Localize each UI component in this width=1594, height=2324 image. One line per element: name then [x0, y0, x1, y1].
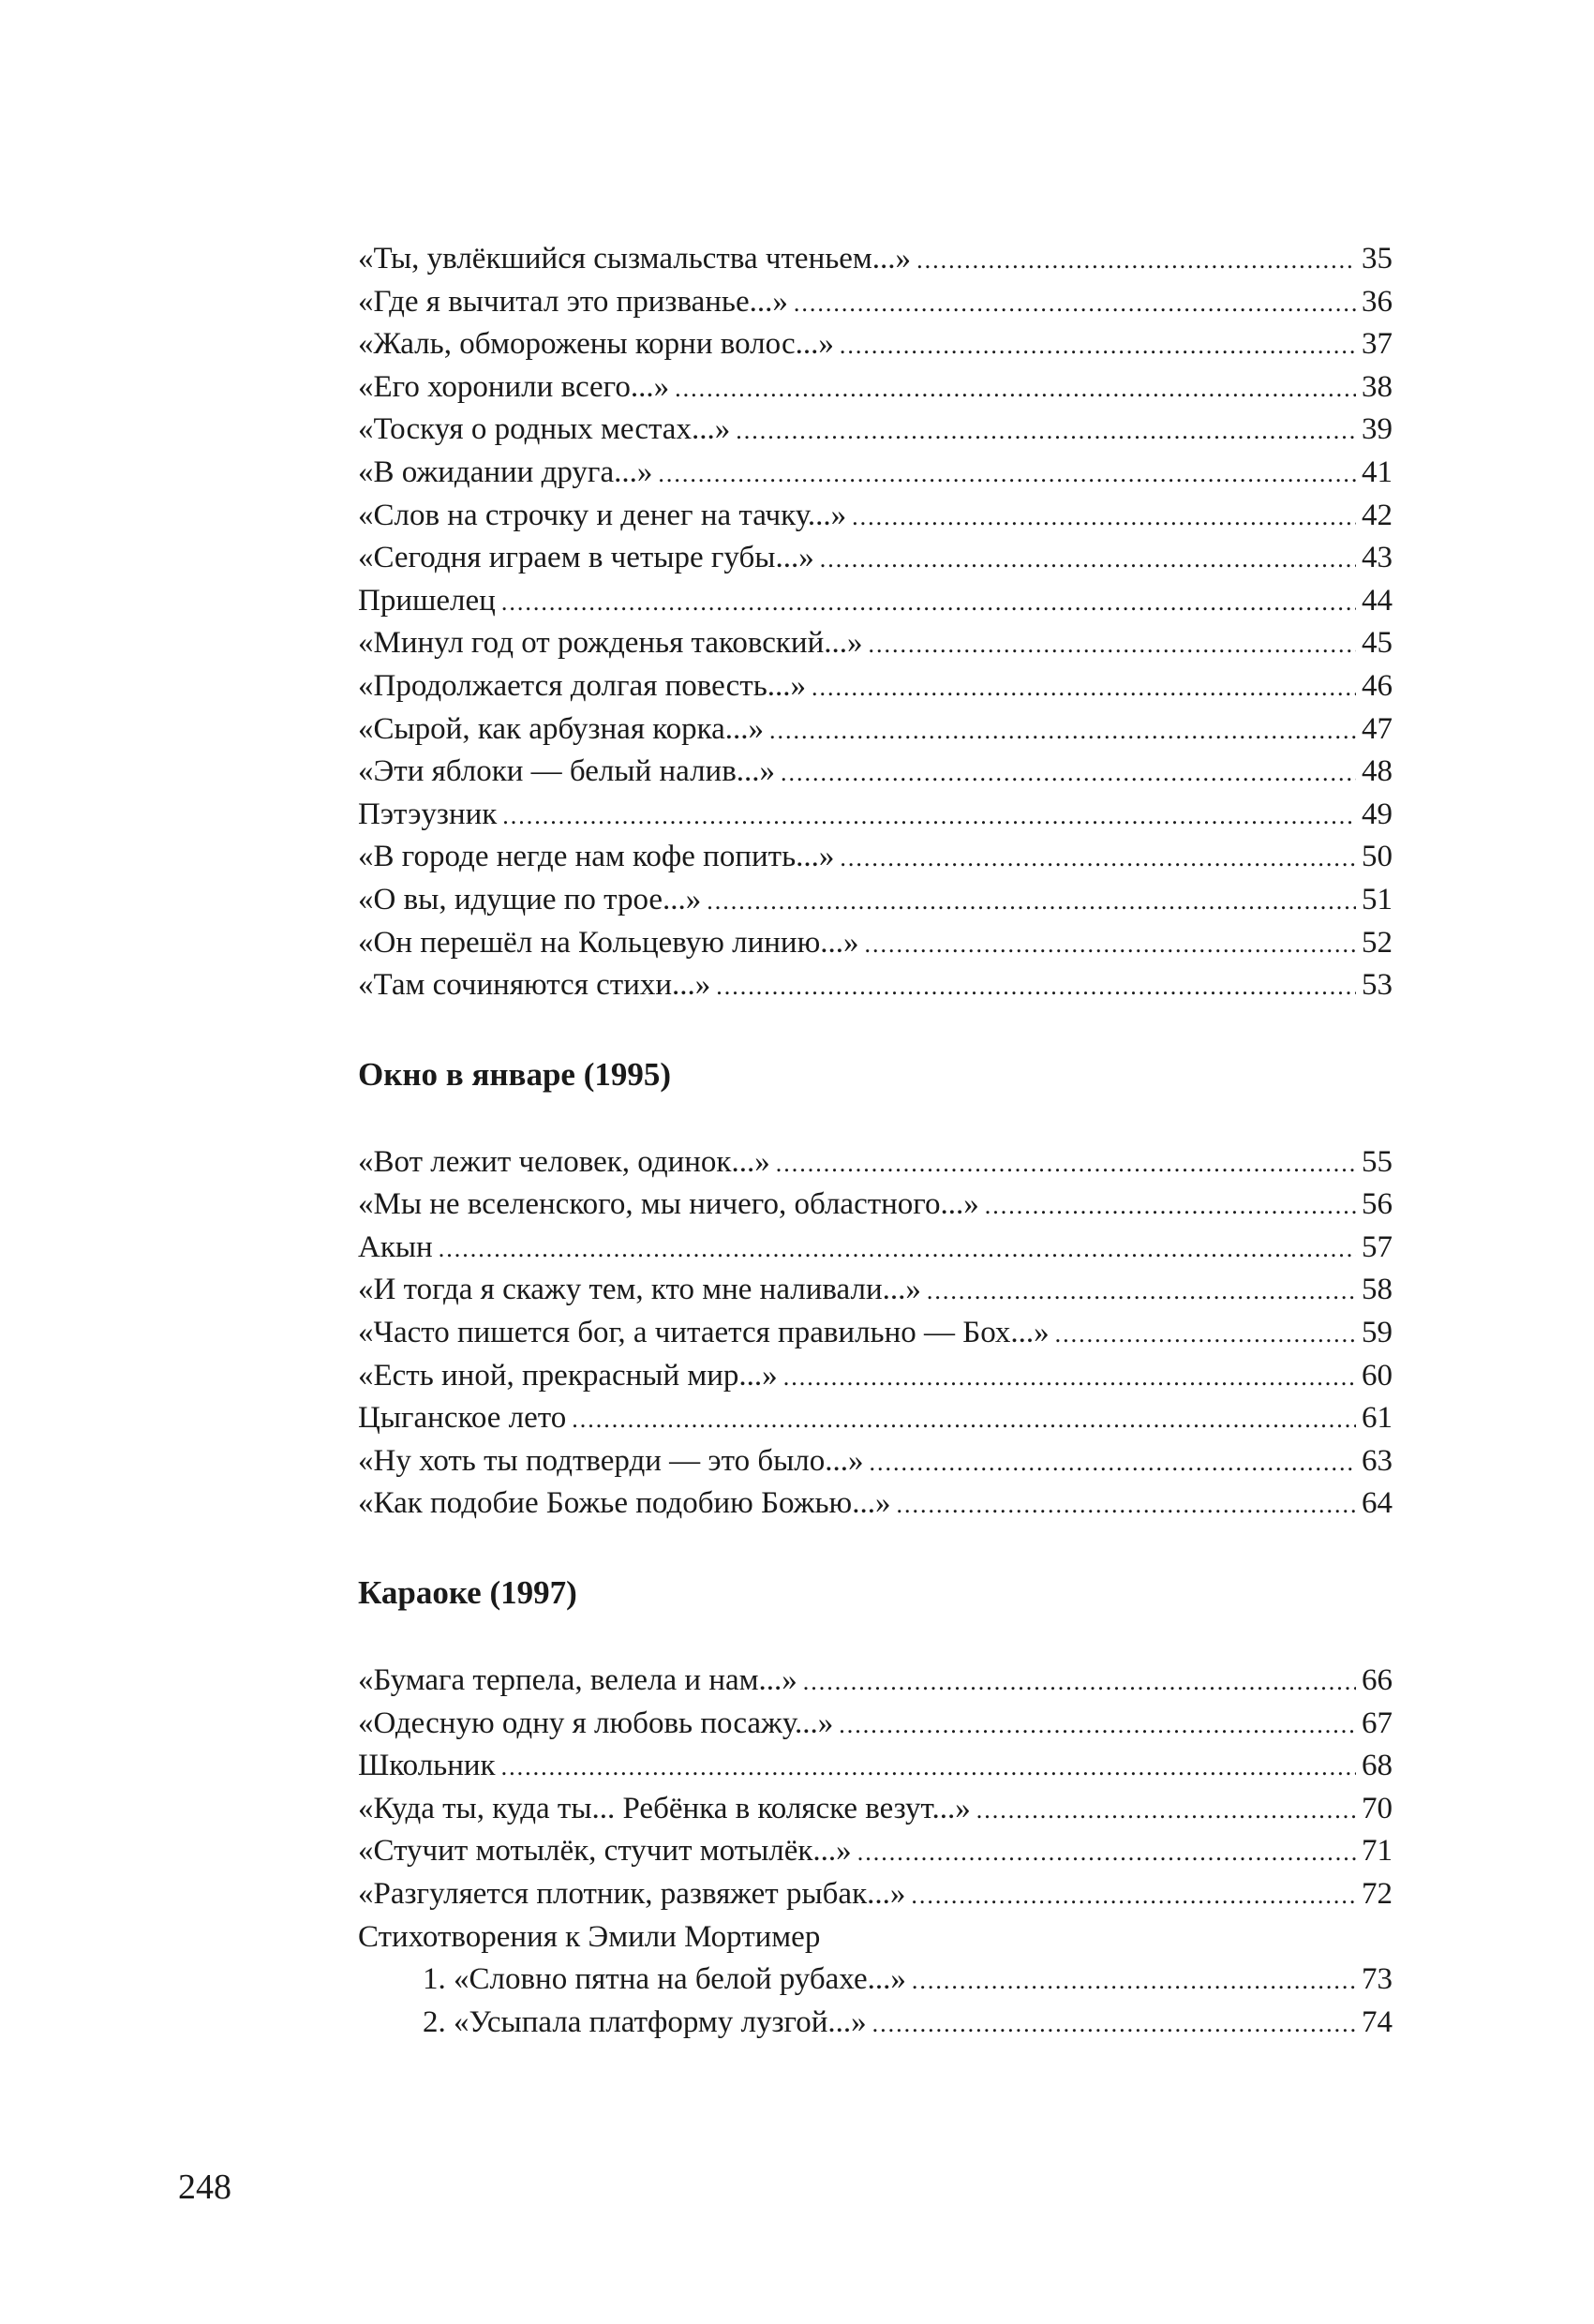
dot-leader [839, 1703, 1356, 1747]
toc-entry [358, 794, 1393, 837]
entry-title: «О вы, идущие по трое...» [358, 882, 702, 916]
entry-page: 60 [1362, 1358, 1393, 1393]
entry-title: «Сырой, как арбузная корка...» [358, 711, 765, 746]
toc-entry-group-title [358, 1916, 1393, 1959]
entry-page: 56 [1362, 1187, 1393, 1222]
entry-page: 73 [1362, 1962, 1393, 1997]
toc-section-continued [358, 238, 1393, 1007]
toc-subentry [358, 1959, 1393, 2002]
dot-leader [769, 708, 1356, 752]
toc-entry [358, 1745, 1393, 1788]
dot-leader [716, 964, 1356, 1008]
entry-title: «Бумага терпела, велела и нам...» [358, 1663, 797, 1698]
entry-title: «Ну хоть ты подтверди — это было...» [358, 1443, 864, 1478]
toc-entry [358, 1660, 1393, 1703]
entry-page: 61 [1362, 1401, 1393, 1436]
entry-page: 49 [1362, 797, 1393, 831]
toc-entry [358, 964, 1393, 1007]
entry-title: «Стучит мотылёк, стучит мотылёк...» [358, 1834, 852, 1869]
dot-leader [840, 836, 1356, 880]
dot-leader [803, 1660, 1356, 1704]
toc-entry [358, 1397, 1393, 1440]
dot-leader [896, 1482, 1356, 1527]
dot-leader [783, 1355, 1356, 1399]
dot-leader [857, 1830, 1356, 1874]
dot-leader [502, 794, 1356, 838]
entry-page: 42 [1362, 498, 1393, 532]
dot-leader [501, 580, 1356, 624]
entry-page: 53 [1362, 968, 1393, 1003]
entry-page: 39 [1362, 412, 1393, 447]
entry-page: 48 [1362, 754, 1393, 789]
entry-page: 67 [1362, 1706, 1393, 1740]
entry-page: 64 [1362, 1486, 1393, 1521]
entry-page: 51 [1362, 882, 1393, 916]
toc-entry [358, 665, 1393, 708]
entry-page: 43 [1362, 541, 1393, 575]
page-number: 248 [178, 2168, 231, 2207]
entry-page: 47 [1362, 711, 1393, 746]
entry-page: 57 [1362, 1229, 1393, 1264]
entry-page: 70 [1362, 1791, 1393, 1825]
dot-leader [812, 665, 1356, 709]
entry-title: «Есть иной, прекрасный мир...» [358, 1358, 778, 1393]
section-heading-okno-v-yanvare: Окно в январе (1995) [358, 1055, 672, 1093]
dot-leader [985, 1184, 1356, 1228]
toc-section-karaoke [358, 1660, 1393, 2044]
entry-page: 50 [1362, 840, 1393, 874]
entry-title: «В ожидании друга...» [358, 454, 653, 489]
toc-entry [358, 836, 1393, 879]
toc-entry [358, 1703, 1393, 1746]
dot-leader [820, 537, 1356, 581]
entry-page: 52 [1362, 925, 1393, 960]
toc-entry [358, 580, 1393, 623]
entry-title: «Эти яблоки — белый налив...» [358, 754, 776, 789]
dot-leader [794, 281, 1356, 325]
toc-entry [358, 1355, 1393, 1398]
entry-page: 58 [1362, 1273, 1393, 1307]
dot-leader [736, 409, 1356, 453]
entry-title: «И тогда я скажу тем, кто мне наливали...» [358, 1273, 921, 1307]
entry-title: «Сегодня играем в четыре губы...» [358, 541, 814, 575]
entry-title: «Минул год от рожденья таковский...» [358, 626, 863, 661]
dot-leader [916, 238, 1356, 282]
entry-title: «Ты, увлёкшийся сызмальства чтеньем...» [358, 242, 912, 276]
toc-subentry [358, 2002, 1393, 2045]
toc-entry [358, 281, 1393, 324]
entry-title: «Как подобие Божье подобию Божью...» [358, 1486, 891, 1521]
entry-title: «Слов на строчку и денег на тачку...» [358, 498, 847, 532]
dot-leader [865, 922, 1357, 966]
entry-page: 41 [1362, 454, 1393, 489]
dot-leader [675, 366, 1356, 410]
toc-entry [358, 708, 1393, 752]
dot-leader [911, 1873, 1356, 1917]
entry-title: «Где я вычитал это призванье...» [358, 284, 788, 319]
entry-title: 1. «Словно пятна на белой рубахе...» [423, 1962, 906, 1997]
toc-entry [358, 1830, 1393, 1873]
toc-entry [358, 922, 1393, 965]
entry-page: 66 [1362, 1663, 1393, 1698]
dot-leader [707, 879, 1356, 923]
toc-section-okno-v-yanvare [358, 1141, 1393, 1526]
entry-page: 38 [1362, 369, 1393, 404]
toc-entry [358, 1440, 1393, 1483]
entry-page: 59 [1362, 1316, 1393, 1350]
dot-leader [927, 1269, 1356, 1313]
dot-leader [870, 1440, 1356, 1484]
entry-page: 74 [1362, 2004, 1393, 2039]
entry-title: Цыганское лето [358, 1401, 567, 1436]
toc-entry [358, 238, 1393, 281]
entry-page: 71 [1362, 1834, 1393, 1869]
entry-page: 72 [1362, 1877, 1393, 1911]
toc-entry [358, 1184, 1393, 1227]
entry-title: «Он перешёл на Кольцевую линию...» [358, 925, 859, 960]
entry-page: 63 [1362, 1443, 1393, 1478]
toc-entry [358, 537, 1393, 580]
toc-entry [358, 879, 1393, 922]
toc-entry [358, 1141, 1393, 1184]
entry-title: «В городе негде нам кофе попить...» [358, 840, 835, 874]
toc-entry [358, 1788, 1393, 1831]
entry-title: «Разгуляется плотник, развяжет рыбак...» [358, 1877, 906, 1911]
dot-leader [872, 2002, 1356, 2046]
toc-entry [358, 1227, 1393, 1270]
toc-entry [358, 1312, 1393, 1355]
entry-title: «Там сочиняются стихи...» [358, 968, 711, 1003]
dot-leader [1055, 1312, 1356, 1356]
entry-page: 37 [1362, 327, 1393, 362]
dot-leader [840, 323, 1356, 367]
section-heading-karaoke: Караоке (1997) [358, 1574, 577, 1612]
entry-title: «Его хоронили всего...» [358, 369, 670, 404]
toc-entry [358, 1482, 1393, 1526]
entry-title: 2. «Усыпала платформу лузгой...» [423, 2004, 867, 2039]
dot-leader [572, 1397, 1356, 1441]
dot-leader [852, 495, 1356, 539]
entry-title: Пришелец [358, 583, 496, 618]
dot-leader [658, 452, 1356, 496]
entry-page: 55 [1362, 1144, 1393, 1179]
entry-page: 68 [1362, 1749, 1393, 1783]
entry-title: «Куда ты, куда ты... Ребёнка в коляске везут...» [358, 1791, 971, 1825]
dot-leader [912, 1959, 1356, 2003]
toc-entry [358, 1269, 1393, 1312]
dot-leader [501, 1745, 1356, 1789]
toc-entry [358, 409, 1393, 452]
table-of-contents [358, 238, 1393, 2044]
entry-title: Акын [358, 1229, 433, 1264]
entry-page: 35 [1362, 242, 1393, 276]
entry-title: «Продолжается долгая повесть...» [358, 668, 807, 703]
entry-page: 36 [1362, 284, 1393, 319]
toc-entry [358, 622, 1393, 665]
dot-leader [781, 751, 1356, 795]
toc-entry [358, 323, 1393, 366]
entry-title: Пэтэузник [358, 797, 498, 831]
entry-title: Школьник [358, 1749, 496, 1783]
toc-entry [358, 452, 1393, 495]
entry-page: 45 [1362, 626, 1393, 661]
toc-entry [358, 1873, 1393, 1916]
dot-leader [439, 1227, 1356, 1271]
entry-title: «Часто пишется бог, а читается правильно — Бох...» [358, 1316, 1050, 1350]
entry-page: 44 [1362, 583, 1393, 618]
toc-entry [358, 366, 1393, 410]
toc-entry [358, 495, 1393, 538]
toc-entry [358, 751, 1393, 794]
entry-title: «Мы не вселенского, мы ничего, областного...» [358, 1187, 979, 1222]
entry-title: Стихотворения к Эмили Мортимер [358, 1919, 821, 1954]
entry-title: «Тоскуя о родных местах...» [358, 412, 731, 447]
entry-title: «Одесную одну я любовь посажу...» [358, 1706, 834, 1740]
entry-page: 46 [1362, 668, 1393, 703]
dot-leader [976, 1788, 1356, 1832]
dot-leader [869, 622, 1357, 666]
dot-leader [776, 1141, 1356, 1185]
entry-title: «Жаль, обморожены корни волос...» [358, 327, 834, 362]
entry-title: «Вот лежит человек, одинок...» [358, 1144, 770, 1179]
